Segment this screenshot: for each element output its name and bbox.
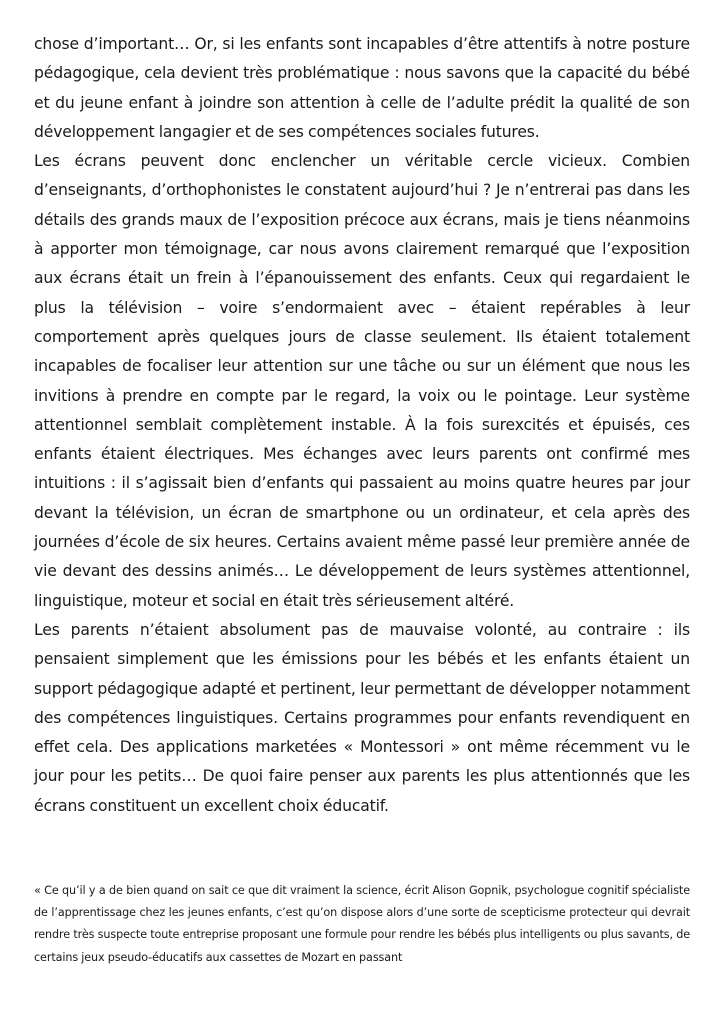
paragraph-2: Les écrans peuvent donc enclencher un véritable cercle vicieux. Combien d’enseignants, d’orthophonistes le constatent aujourd’hui ? Je n’entrerai pas dans les détails des grands maux de l’exposition précoce aux écrans, mais je tiens néanmoins à apporter mon témoignage, car nous avons clairement remarqué que l’exposition aux écrans était un frein à l’épanouissement des enfants. Ceux qui regardaient le plus la télévision – voire s’endormaient avec – étaient repérables à leur comportement après quelques jours de classe seulement. Ils étaient totalement incapables de focaliser leur attention sur une tâche ou sur un élément que nous les invitions à prendre en compte par le regard, la voix ou le pointage. Leur système attentionnel semblait complètement instable. À la fois surexcités et épuisés, ces enfants étaient électriques. Mes échanges avec leurs parents ont confirmé mes intuitions : il s’agissait bien d’enfants qui passaient au moins quatre heures par jour devant la télévision, un écran de smartphone ou un ordinateur, et cela après des journées d’école de six heures. Certains avaient même passé leur première année de vie devant des dessins animés… Le développement de leurs systèmes attentionnel, linguistique, moteur et social en était très sérieusement altéré. — [34, 152, 690, 610]
quote-block — [34, 880, 690, 969]
paragraph-1: chose d’important… Or, si les enfants sont incapables d’être attentifs à notre posture pédagogique, cela devient très problématique : nous savons que la capacité du bébé et du jeune enfant à joindre son attention à celle de l’adulte prédit la qualité de son développement langagier et de ses compétences sociales futures. — [34, 35, 690, 141]
paragraph-3: Les parents n’étaient absolument pas de mauvaise volonté, au contraire : ils pensaient simplement que les émissions pour les bébés et les enfants étaient un support pédagogique adapté et pertinent, leur permettant de développer notamment des compétences linguistiques. Certains programmes pour enfants revendiquent en effet cela. Des applications marketées « Montessori » ont même récemment vu le jour pour les petits… De quoi faire penser aux parents les plus attentionnés que les écrans constituent un excellent choix éducatif. — [34, 620, 690, 815]
document-page — [34, 30, 690, 821]
quote-text: « Ce qu’il y a de bien quand on sait ce que dit vraiment la science, écrit Alison Gopnik, psychologue cognitif spécialiste de l’apprentissage chez les jeunes enfants, c’est qu’on dispose alors d’une sorte de scepticisme protecteur qui devrait rendre très suspecte toute entreprise proposant une formule pour rendre les bébés plus intelligents ou plus savants, de certains jeux pseudo-éducatifs aux cassettes de Mozart en passant — [34, 884, 690, 964]
body-text — [34, 30, 690, 821]
